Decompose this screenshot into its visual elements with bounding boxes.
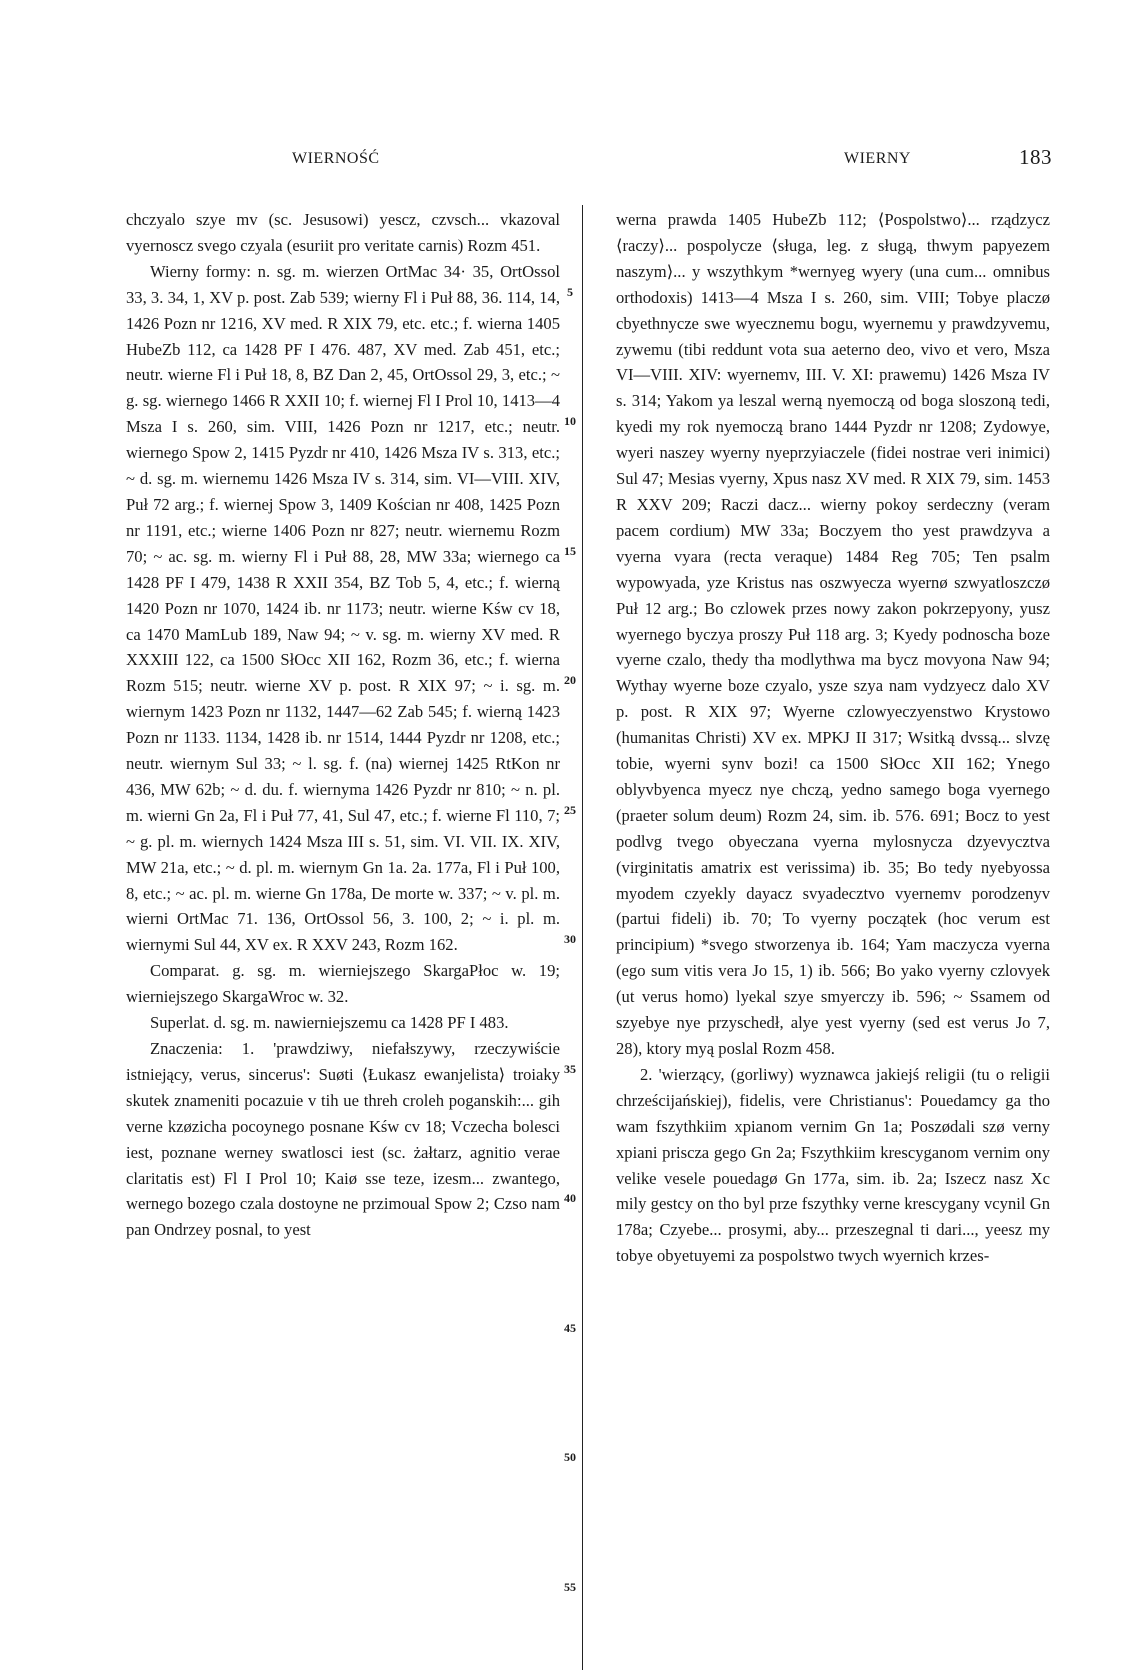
left-para-forms: Wierny formy: n. sg. m. wierzen OrtMac 34· 35, OrtOssol 33, 3. 34, 1, XV p. post. Zab 539; wierny Fl i Puł 88, 36. 114, 14, 1426 Pozn nr 1216, XV med. R XIX 79, etc. etc.; f. wierna 1405 HubeZb 112, ca 1428 PF I 476. 487, XV med. Zab 451, etc.; neutr. wierne Fl i Puł 18, 8, BZ Dan 2, 45, OrtOssol 29, 3, etc.; ~ g. sg. wiernego 1466 R XXII 10; f. wiernej Fl I Prol 10, 1413—4 Msza I s. 260, sim. VIII, 1426 Pozn nr 1217, etc.; neutr. wiernego Spow 2, 1415 Pyzdr nr 410, 1426 Msza IV s. 313, etc.; ~ d. sg. m. wiernemu 1426 Msza IV s. 314, sim. VI—VIII. XIV, Puł 72 arg.; f. wiernej Spow 3, 1409 Kościan nr 408, 1425 Pozn nr 1191, etc.; wierne 1406 Pozn nr 827; neutr. wiernemu Rozm 70; ~ ac. sg. m. wierny Fl i Puł 88, 28, MW 33a; wiernego ca 1428 PF I 479, 1438 R XXII 354, BZ Tob 5, 4, etc.; f. wierną 1420 Pozn nr 1070, 1424 ib. nr 1173; neutr. wierne Kśw cv 18, ca 1470 MamLub 189, Naw 94; ~ v. sg. m. wierny XV med. R XXXIII 122, ca 1500 SłOcc XII 162, Rozm 36, etc.; f. wierna Rozm 515; neutr. wierne XV p. post. R XIX 97; ~ i. sg. m. wiernym 1423 Pozn nr 1132, 1447—62 Zab 545; f. wierną 1423 Pozn nr 1133. 1134, 1428 ib. nr 1514, 1444 Pyzdr nr 1208, etc.; neutr. wiernym Sul 33; ~ l. sg. f. (na) wiernej 1425 RtKon nr 436, MW 62b; ~ d. du. f. wiernyma 1426 Pyzdr nr 810; ~ n. pl. m. wierni Gn 2a, Fl i Puł 77, 41, Sul 47, etc.; f. wierne Fl 110, 7; ~ g. pl. m. wiernych 1424 Msza III s. 51, sim. VI. VII. IX. XIV, MW 21a, etc.; ~ d. pl. m. wiernym Gn 1a. 2a. 177a, Fl i Puł 100, 8, etc.; ~ ac. pl. m. wierne Gn 178a, De morte w. 337; ~ v. pl. m. wierni OrtMac 71. 136, OrtOssol 56, 3. 100, 2; ~ i. pl. m. wiernymi Sul 44, XV ex. R XXV 243, Rozm 162.	[126, 261, 560, 955]
line-number: 15	[564, 544, 576, 558]
right-para-1: werna prawda 1405 HubeZb 112; ⟨Pospolstwo⟩... rządzycz ⟨raczy⟩... pospolycze ⟨sługa, leg. z sługą, thwym papyezem naszym⟩... y wszythkym *wernyeg wyery (una cum... omnibus orthodoxis) 1413—4 Msza I s. 260, sim. VIII; Tobye placzø cbyethnycze swe wyecznemu bogu, wyernemu y prawdzyvemu, zywemu (tibi reddunt vota sua aeterno deo, vivo et vero, Msza VI—VIII. XIV: wyernemv, III. V. XI: prawemu) 1426 Msza IV s. 314; Yakom ya leszal werną nyemoczą od boga sloszoną tedi, kyedi my rok nyemoczą brano 1444 Pyzdr nr 1208; Zydowye, wyeri naszey wyerny nyeprzyiaczele (fidei nostrae veri inimici) Sul 47; Mesias vyerny, Xpus nasz XV med. R XIX 79, sim. 1453 R XXV 209; Raczi dacz... wierny pokoy serdeczny (veram pacem cordium) MW 33a; Boczyem tho yest prawdzyva a vyerna vyara (recta veraque) 1484 Reg 705; Ten psalm wypowyada, yze Kristus nas oszwyecza wyernø szwyatloszczø Puł 12 arg.; Bo czlowek przes nowy zakon pokrzepyony, yusz wyernego byczya proszy Puł 118 arg. 3; Kyedy podnoscha boze vyerne czalo, thedy tha modlythwa ma bycz movyona Naw 94; Wythay wyerne boze czyalo, ysze szya nam vydzyecz dalo XV p. post. R XIX 97; Wyerne czlowyeczyenstwo Krystowo (humanitas Christi) XV ex. MPKJ II 317; Wsitką dvssą... slvzę tobie, wyerni synv bozi! ca 1500 SłOcc XII 162; Ynego oblyvbyenca myecz nye chczą, yedno samego boga vyernego (praeter solum deum) Rozm 24, sim. ib. 576. 691; Bocz to yest podlvg tvego obyeczana vyerna mylosnycza dzyevycztva (virginitatis amatrix est verissima) ib. 35; Bo tedy nyebyossa myodem czyekly dayacz svyadecztvo vyernemv porodzenyv (partui fideli) ib. 70; To vyerny początek (hoc verum est principium) *svego stworzenya ib. 164; Yam maczycza vyerna (ego sum vitis vera Jo 15, 1) ib. 566; Bo yako vyerny czlovyek (ut verus homo) lyekal szye smyerczy ib. 596; ~ Ssamem od szyebye nye przyschedł, alye yest vyerny (sed est verus Jo 7, 28), ktory myą poslal Rozm 458.	[616, 210, 1050, 1058]
right-para-meaning-2: 2. 'wierzący, (gorliwy) wyznawca jakiejś religii (tu o religii chrześcijańskiej), fidelis, vere Christianus': Pouedamcy ga tho wam fszythkiim xpianom vernim Gn 1a; Poszødali szø verny xpiani priscza gego Gn 2a; Fszythkiim krescyganom vernim ony velike vesele pouedagø Gn 177a, sim. ib. 2a; Iszecz nasz Xc mily gestcy on tho byl prze fszythky verne krescygany vcynil Gn 178a; Czyebe... prosymi, aby... przeszegnal ti dari..., yeesz my tobye obyetuyemi za pospolstwo twych wyernich krzes-	[616, 1064, 1050, 1266]
left-para-superlative: Superlat. d. sg. m. nawierniejszemu ca 1428 PF I 483.	[150, 1013, 509, 1033]
running-head-right: WIERNY	[844, 150, 911, 167]
line-number: 30	[564, 932, 576, 946]
left-column	[126, 207, 560, 1243]
right-column	[616, 207, 1050, 1269]
column-divider	[582, 205, 583, 1670]
line-number: 45	[564, 1321, 576, 1335]
left-para-comparative: Comparat. g. sg. m. wierniejszego SkargaPłoc w. 19; wierniejszego SkargaWroc w. 32.	[126, 961, 560, 1007]
line-number: 55	[564, 1580, 576, 1594]
line-number: 10	[564, 414, 576, 428]
left-para-meanings: Znaczenia: 1. 'prawdziwy, niefałszywy, rzeczywiście istniejący, verus, sincerus': Suøti ⟨Łukasz ewanjelista⟩ troiaky skutek znameniti pocazuie v tih ue threh croleh poganskih:... gih verne kzøzicha pocoynego posnane Kśw cv 18; Vczecha bolesci iest, poznane werney swatlosci iest (sc. żałtarz, agnitio verae claritatis est) Fl I Prol 10; Kaiø sse teze, izesm... zwantego, wernego bozego czala dostoyne ne przimoual Spow 2; Czso nam pan Ondrzey posnal, to yest	[126, 1039, 560, 1240]
line-number: 20	[564, 673, 576, 687]
line-number: 50	[564, 1450, 576, 1464]
line-number: 25	[564, 803, 576, 817]
line-number: 5	[567, 285, 573, 299]
left-para-1: chczyalo szye mv (sc. Jesusowi) yescz, czvsch... vkazoval vyernoscz svego czyala (esuriit pro veritate carnis) Rozm 451.	[126, 210, 560, 255]
line-number: 35	[564, 1062, 576, 1076]
running-head-left: WIERNOŚĆ	[292, 150, 380, 167]
page-number: 183	[1019, 145, 1052, 169]
line-number: 40	[564, 1191, 576, 1205]
